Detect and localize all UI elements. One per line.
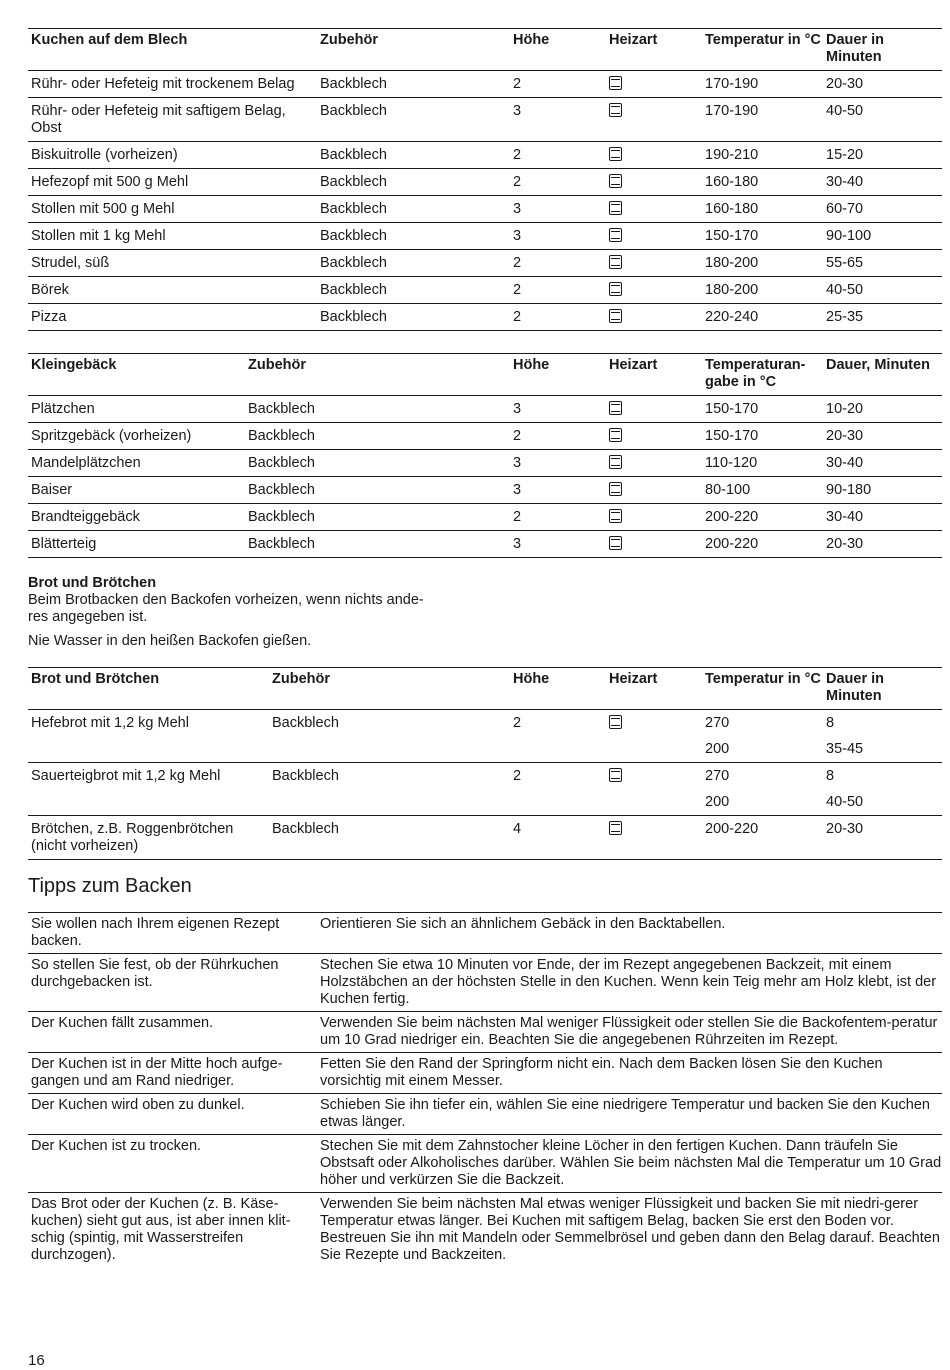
bread-intro	[28, 575, 942, 650]
top-bottom-heat-icon	[609, 401, 622, 415]
top-bottom-heat-icon	[609, 715, 622, 729]
top-bottom-heat-icon	[609, 482, 622, 496]
table-row	[28, 816, 942, 860]
accessory: Backblech	[269, 816, 510, 860]
table-row	[28, 531, 942, 558]
top-bottom-heat-icon	[609, 768, 622, 782]
recipe-name: Brandteiggebäck	[28, 504, 245, 531]
duration: 40-50	[823, 277, 942, 304]
top-bottom-heat-icon	[609, 201, 622, 215]
column-header: Temperaturan-gabe in °C	[702, 354, 823, 396]
temperature: 150-170	[702, 423, 823, 450]
top-bottom-heat-icon	[609, 228, 622, 242]
table-row	[28, 396, 942, 423]
column-header: Temperatur in °C	[702, 668, 823, 710]
recipe-name: Hefezopf mit 500 g Mehl	[28, 169, 317, 196]
table-header-row	[28, 29, 942, 71]
recipe-name: Sauerteigbrot mit 1,2 kg Mehl	[28, 763, 269, 790]
rack-level: 2	[510, 423, 606, 450]
top-bottom-heat-icon	[609, 821, 622, 835]
duration: 35-45	[826, 741, 864, 757]
duration: 8	[823, 763, 942, 790]
tip-problem: Der Kuchen ist in der Mitte hoch aufge-gangen und am Rand niedriger.	[28, 1053, 317, 1094]
table-row	[28, 1053, 942, 1094]
accessory: Backblech	[317, 277, 510, 304]
tip-solution: Stechen Sie mit dem Zahnstocher kleine Löcher in den fertigen Kuchen. Dann träufeln Sie Obstsaft oder Alkoholisches darüber. Wählen Sie beim nächsten Mal die Temperatur um 10 Grad höher und verkürzen Sie die Backzeit.	[317, 1135, 942, 1193]
tip-solution: Stechen Sie etwa 10 Minuten vor Ende, der im Rezept angegebenen Backzeit, mit einem Holzstäbchen an der höchsten Stelle in den Kuchen. Wenn kein Teig mehr am Holz klebt, ist der Kuchen fertig.	[317, 954, 942, 1012]
table-row	[28, 277, 942, 304]
rack-level: 3	[510, 450, 606, 477]
duration: 90-100	[823, 223, 942, 250]
column-header: Zubehör	[269, 668, 510, 710]
temperature: 200	[705, 741, 730, 757]
recipe-name: Baiser	[28, 477, 245, 504]
rack-level: 2	[510, 277, 606, 304]
temperature: 150-170	[705, 401, 759, 417]
column-header: Höhe	[510, 29, 606, 71]
recipe-name: Brötchen, z.B. Roggenbrötchen (nicht vorheizen)	[28, 816, 269, 860]
duration: 25-35	[823, 304, 942, 331]
table-row	[28, 1012, 942, 1053]
table-row	[28, 477, 942, 504]
recipe-name: Mandelplätzchen	[28, 450, 245, 477]
tip-solution: Orientieren Sie sich an ähnlichem Gebäck in den Backtabellen.	[320, 916, 726, 932]
table-row	[28, 304, 942, 331]
table-row	[28, 504, 942, 531]
table-header-row	[28, 668, 942, 710]
tips-table	[28, 912, 942, 1267]
rack-level: 2	[513, 76, 522, 92]
table-row	[28, 450, 942, 477]
column-header: Zubehör	[245, 354, 510, 396]
column-header: Temperatur in °C	[702, 29, 823, 71]
temperature: 200-220	[702, 504, 823, 531]
accessory: Backblech	[245, 450, 510, 477]
column-header: Zubehör	[317, 29, 510, 71]
table-row	[28, 1094, 942, 1135]
accessory: Backblech	[317, 304, 510, 331]
rack-level: 3	[510, 196, 606, 223]
column-header: Höhe	[510, 354, 606, 396]
table-row	[28, 169, 942, 196]
tip-solution: Schieben Sie ihn tiefer ein, wählen Sie eine niedrigere Temperatur und backen Sie den Kuchen etwas länger.	[317, 1094, 942, 1135]
table-row	[28, 71, 942, 98]
duration: 30-40	[823, 169, 942, 196]
recipe-name: Stollen mit 1 kg Mehl	[28, 223, 317, 250]
temperature: 180-200	[702, 277, 823, 304]
tip-problem: Der Kuchen wird oben zu dunkel.	[28, 1094, 317, 1135]
rack-level: 4	[510, 816, 606, 860]
recipe-name: Plätzchen	[31, 401, 95, 417]
top-bottom-heat-icon	[609, 76, 622, 90]
duration: 8	[826, 715, 835, 731]
recipe-name: Hefebrot mit 1,2 kg Mehl	[31, 715, 189, 731]
intro-line: Beim Brotbacken den Backofen vorheizen, wenn nichts ande-	[28, 592, 424, 608]
table-row	[28, 250, 942, 277]
duration: 30-40	[823, 450, 942, 477]
recipe-name: Strudel, süß	[28, 250, 317, 277]
tip-problem: Der Kuchen fällt zusammen.	[28, 1012, 317, 1053]
accessory: Backblech	[245, 504, 510, 531]
accessory: Backblech	[245, 477, 510, 504]
column-header: Brot und Brötchen	[28, 668, 269, 710]
rack-level: 2	[510, 169, 606, 196]
top-bottom-heat-icon	[609, 509, 622, 523]
table-row	[28, 913, 942, 954]
column-header: Heizart	[606, 354, 702, 396]
rack-level: 3	[510, 223, 606, 250]
accessory: Backblech	[317, 169, 510, 196]
top-bottom-heat-icon	[609, 174, 622, 188]
table-row	[28, 142, 942, 169]
duration: 55-65	[823, 250, 942, 277]
table-row	[28, 223, 942, 250]
duration: 20-30	[823, 423, 942, 450]
temperature: 270	[702, 763, 823, 790]
page-number: 16	[28, 1352, 45, 1369]
recipe-name: Rühr- oder Hefeteig mit saftigem Belag, Obst	[28, 98, 317, 142]
tip-problem: Sie wollen nach Ihrem eigenen Rezept backen.	[31, 916, 280, 949]
table-subrow	[28, 789, 942, 816]
rack-level: 2	[510, 304, 606, 331]
rack-level: 2	[510, 763, 606, 790]
column-header: Kleingebäck	[28, 354, 245, 396]
table-row	[28, 710, 942, 737]
temperature: 190-210	[702, 142, 823, 169]
cake-table	[28, 28, 942, 331]
table-row	[28, 1135, 942, 1193]
temperature: 160-180	[702, 169, 823, 196]
recipe-name: Blätterteig	[28, 531, 245, 558]
tip-problem: Der Kuchen ist zu trocken.	[28, 1135, 317, 1193]
accessory: Backblech	[245, 423, 510, 450]
temperature: 110-120	[702, 450, 823, 477]
temperature: 220-240	[702, 304, 823, 331]
temperature: 150-170	[702, 223, 823, 250]
temperature: 180-200	[702, 250, 823, 277]
duration: 40-50	[826, 794, 864, 810]
tip-solution: Fetten Sie den Rand der Springform nicht ein. Nach dem Backen lösen Sie den Kuchen vorsichtig mit einem Messer.	[317, 1053, 942, 1094]
accessory: Backblech	[317, 223, 510, 250]
section-title: Tipps zum Backen	[28, 875, 192, 897]
accessory: Backblech	[317, 196, 510, 223]
top-bottom-heat-icon	[609, 536, 622, 550]
duration: 30-40	[823, 504, 942, 531]
tip-solution: Verwenden Sie beim nächsten Mal etwas weniger Flüssigkeit und backen Sie mit niedri-gerer Temperatur etwas länger. Bei Kuchen mit saftigem Belag, backen Sie erst den Boden vor. Bestreuen Sie ihn mit Mandeln oder Semmelbrösel und geben dann den Belag darauf. Beachten Sie Rezepte und Backzeiten.	[317, 1193, 942, 1268]
recipe-name: Börek	[28, 277, 317, 304]
accessory: Backblech	[248, 401, 315, 417]
temperature: 200-220	[702, 531, 823, 558]
table-row	[28, 423, 942, 450]
rack-level: 2	[513, 715, 522, 731]
column-header: Heizart	[606, 29, 702, 71]
section-heading: Brot und Brötchen	[28, 575, 157, 591]
accessory: Backblech	[317, 98, 510, 142]
temperature: 200-220	[702, 816, 823, 860]
recipe-name: Spritzgebäck (vorheizen)	[28, 423, 245, 450]
top-bottom-heat-icon	[609, 428, 622, 442]
temperature: 200	[705, 794, 730, 810]
duration: 60-70	[823, 196, 942, 223]
column-header: Kuchen auf dem Blech	[28, 29, 317, 71]
column-header: Dauer, Minuten	[823, 354, 942, 396]
duration: 90-180	[823, 477, 942, 504]
accessory: Backblech	[317, 142, 510, 169]
duration: 20-30	[826, 76, 864, 92]
tip-problem: So stellen Sie fest, ob der Rührkuchen durchgebacken ist.	[28, 954, 317, 1012]
column-header: Höhe	[510, 668, 606, 710]
top-bottom-heat-icon	[609, 309, 622, 323]
temperature: 170-190	[702, 98, 823, 142]
table-row	[28, 98, 942, 142]
warning-note: Nie Wasser in den heißen Backofen gießen.	[28, 633, 312, 649]
table-row	[28, 196, 942, 223]
duration: 10-20	[826, 401, 864, 417]
temperature: 270	[705, 715, 730, 731]
intro-line: res angegeben ist.	[28, 609, 148, 625]
recipe-name: Rühr- oder Hefeteig mit trockenem Belag	[31, 76, 295, 92]
tip-solution: Verwenden Sie beim nächsten Mal weniger Flüssigkeit oder stellen Sie die Backofentem-peratur um 10 Grad niedriger ein. Beachten Sie die angegebenen Rührzeiten im Rezept.	[317, 1012, 942, 1053]
tip-problem: Das Brot oder der Kuchen (z. B. Käse-kuchen) sieht gut aus, ist aber innen klit-schig (spintig, mit Wasserstreifen durchzogen).	[28, 1193, 317, 1268]
duration: 20-30	[823, 816, 942, 860]
table-row	[28, 954, 942, 1012]
table-header-row	[28, 354, 942, 396]
temperature: 170-190	[705, 76, 759, 92]
top-bottom-heat-icon	[609, 103, 622, 117]
accessory: Backblech	[269, 763, 510, 790]
duration: 20-30	[823, 531, 942, 558]
accessory: Backblech	[272, 715, 339, 731]
page	[28, 28, 942, 1267]
recipe-name: Pizza	[28, 304, 317, 331]
recipe-name: Stollen mit 500 g Mehl	[28, 196, 317, 223]
temperature: 160-180	[702, 196, 823, 223]
column-header: Dauer in Minuten	[823, 29, 942, 71]
table-row	[28, 763, 942, 790]
top-bottom-heat-icon	[609, 455, 622, 469]
bread-table	[28, 667, 942, 860]
rack-level: 3	[513, 401, 522, 417]
duration: 40-50	[823, 98, 942, 142]
rack-level: 2	[510, 142, 606, 169]
rack-level: 3	[510, 98, 606, 142]
top-bottom-heat-icon	[609, 147, 622, 161]
accessory: Backblech	[245, 531, 510, 558]
recipe-name: Biskuitrolle (vorheizen)	[28, 142, 317, 169]
small-pastry-table	[28, 353, 942, 558]
rack-level: 3	[510, 477, 606, 504]
rack-level: 2	[510, 504, 606, 531]
top-bottom-heat-icon	[609, 255, 622, 269]
accessory: Backblech	[320, 76, 387, 92]
column-header: Heizart	[606, 668, 702, 710]
accessory: Backblech	[317, 250, 510, 277]
top-bottom-heat-icon	[609, 282, 622, 296]
table-row	[28, 1193, 942, 1268]
table-subrow	[28, 736, 942, 763]
rack-level: 2	[510, 250, 606, 277]
column-header: Dauer in Minuten	[823, 668, 942, 710]
rack-level: 3	[510, 531, 606, 558]
temperature: 80-100	[702, 477, 823, 504]
duration: 15-20	[823, 142, 942, 169]
